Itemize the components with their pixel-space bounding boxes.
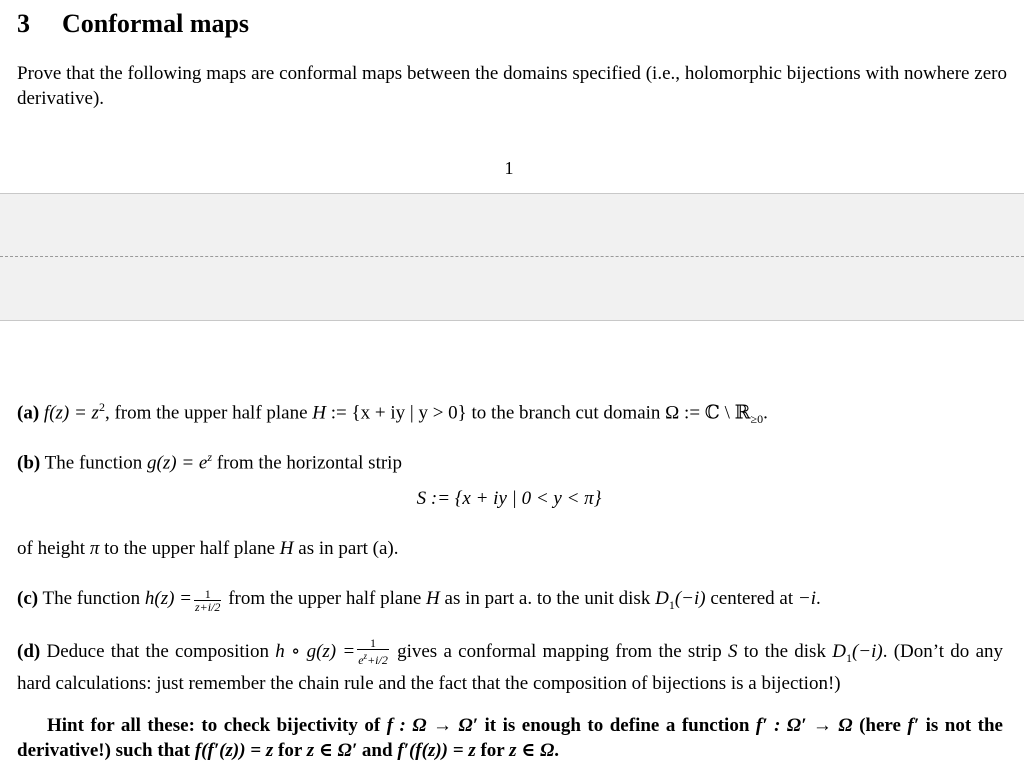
item-a-text-1: , from the upper half plane (104, 402, 313, 424)
item-c-frac-den: z+i/2 (195, 600, 221, 614)
item-a-subscript: ≥0 (750, 412, 764, 427)
item-c-h: h(z) = (144, 588, 192, 609)
page-number: 1 (504, 158, 514, 178)
hint-math-4: f(f′(z)) = z (194, 740, 274, 761)
item-b-exp: z (207, 450, 212, 464)
hint-text-3: (here (852, 715, 908, 736)
hint-math-7: z ∈ Ω (509, 740, 555, 761)
item-d-frac-num: 1 (357, 637, 389, 650)
item-b (17, 445, 1003, 475)
item-a-text-2: := {x + iy | y > 0} to the branch cut domain Ω := ℂ \ ℝ (326, 402, 751, 424)
item-c-D: D (655, 588, 669, 609)
item-b-text-1: The function (44, 452, 148, 474)
item-d-hg: h ∘ g(z) = (275, 641, 356, 662)
item-b-after-1: of height (17, 538, 90, 559)
item-b-H: H (279, 538, 294, 559)
section-heading (17, 9, 249, 39)
item-c-text-1: The function (42, 588, 145, 609)
hint-paragraph (17, 713, 1003, 763)
item-a-fz: (z) = z (49, 402, 99, 424)
item-a-f: f (43, 402, 50, 424)
item-c-D-arg: (−i) (674, 588, 706, 609)
item-d-text-4: . (Don’t do any hard calculations: just remember the chain rule and the fact that the composition of bijections is a bijection!) (17, 641, 1004, 694)
hint-text-5: for (273, 740, 307, 761)
item-d-text-3: to the disk (737, 641, 833, 662)
item-c-text-3: as in part a. to the unit disk (439, 588, 656, 609)
item-d-text-2: gives a conformal mapping from the strip (390, 641, 728, 662)
item-c-H: H (426, 588, 440, 609)
item-a-label: (a) (17, 402, 40, 424)
item-d-label: (d) (17, 641, 41, 662)
item-d-D-arg: (−i) (851, 641, 883, 662)
page-break-line (0, 256, 1024, 257)
item-d-D: D (832, 641, 846, 662)
intro-paragraph: Prove that the following maps are conformal maps between the domains specified (i.e., holomorphic bijections with nowhere zero derivative). (17, 63, 1007, 109)
hint-text-6: and (357, 740, 398, 761)
item-b-continued (17, 536, 1003, 561)
item-a-end: . (763, 402, 768, 424)
item-d-fraction (357, 637, 389, 666)
item-b-after-2: to the upper half plane (99, 538, 280, 559)
item-b-label: (b) (17, 452, 41, 474)
item-c-D-sub: 1 (668, 597, 675, 612)
hint-math-1: f : Ω → Ω′ (386, 715, 479, 736)
item-c-text-2: from the upper half plane (223, 588, 427, 609)
hint-math-3: f′ (907, 715, 920, 736)
item-a-H: H (312, 402, 327, 424)
section-number: 3 (17, 9, 30, 38)
page-break-separator (0, 193, 1024, 321)
item-d-S: S (727, 641, 738, 662)
item-d (17, 637, 1003, 696)
item-d-frac-den-base: e (358, 653, 364, 667)
hint-math-5: z ∈ Ω′ (306, 740, 358, 761)
hint-text-4: is not the derivative!) such that (17, 715, 1003, 761)
item-c-end: . (816, 588, 821, 609)
hint-math-2: f′ : Ω′ → Ω (755, 715, 853, 736)
item-c-text-4: centered at (705, 588, 798, 609)
hint-end: . (554, 740, 560, 761)
item-a (17, 395, 1003, 432)
item-c-frac-num: 1 (194, 588, 221, 601)
item-c-center: −i (797, 588, 816, 609)
item-c-label: (c) (17, 588, 39, 609)
item-d-D-sub: 1 (845, 650, 852, 665)
hint-text-7: for (475, 740, 510, 761)
item-b-text-2: from the horizontal strip (212, 452, 402, 474)
strip-definition: S := {x + iy | 0 < y < π} (416, 488, 602, 509)
item-b-after-3: as in part (a). (293, 538, 399, 559)
section-title: Conformal maps (62, 9, 250, 38)
item-d-frac-den-exp: z (363, 651, 368, 661)
item-c (17, 586, 1003, 618)
item-d-frac-den (357, 650, 389, 666)
hint-text-1: Hint for all these: to check bijectivity of (47, 715, 387, 736)
item-d-text-1: Deduce that the composition (46, 641, 276, 662)
item-d-frac-den-rest: +i/2 (367, 653, 388, 667)
hint-math-6: f′(f(z)) = z (397, 740, 476, 761)
item-a-square: 2 (98, 400, 105, 414)
hint-text-2: it is enough to define a function (478, 715, 756, 736)
item-c-fraction (194, 588, 221, 613)
item-b-pi: π (89, 538, 100, 559)
item-b-g: g(z) = e (147, 452, 208, 474)
